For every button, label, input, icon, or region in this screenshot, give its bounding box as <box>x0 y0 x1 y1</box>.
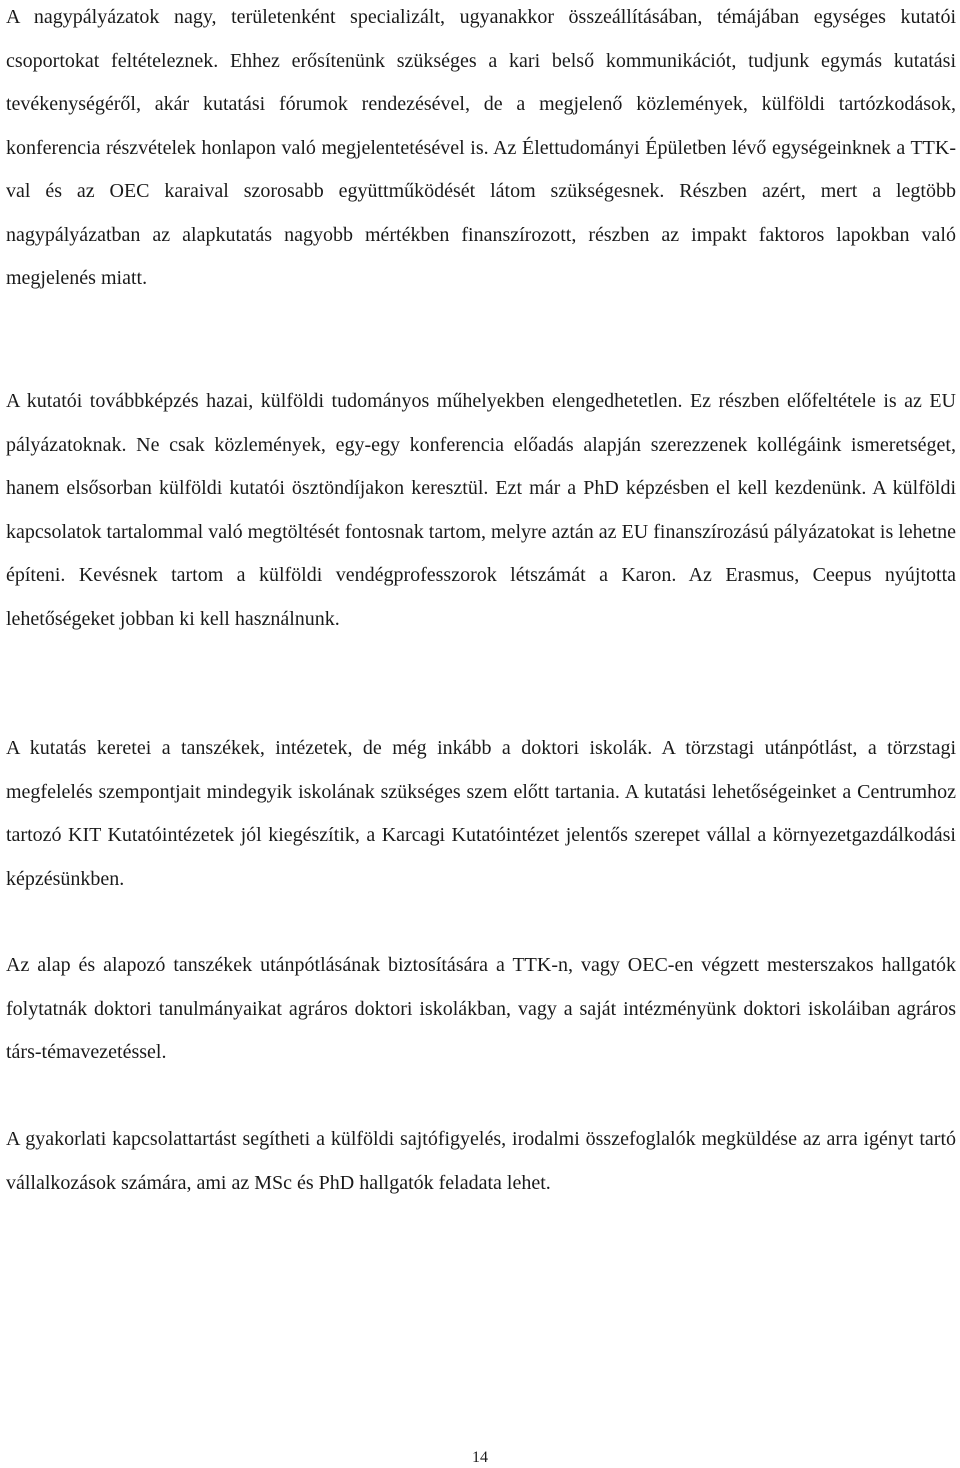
paragraph-doctoral-succession: Az alap és alapozó tanszékek utánpótlásának biztosítására a TTK-n, vagy OEC-en végzett mesterszakos hallgatók folytatnák doktori tanulmányaikat agráros doktori iskolákban, vagy a saját intézményünk doktori iskoláiban agráros társ-témavezetéssel. <box>6 954 956 1063</box>
paragraph-practical-contacts: A gyakorlati kapcsolattartást segítheti a külföldi sajtófigyelés, irodalmi összefoglalók megküldése az arra igényt tartó vállalkozások számára, ami az MSc és PhD hallgatók feladata lehet. <box>6 1128 956 1194</box>
paragraph-research-frameworks: A kutatás keretei a tanszékek, intézetek, de még inkább a doktori iskolák. A törzstagi utánpótlást, a törzstagi megfelelés szempontjait mindegyik iskolának szükséges szem előtt tartania. A kutatási lehetőségeinket a Centrumhoz tartozó KIT Kutatóintézetek jól kiegészítik, a Karcagi Kutatóintézet jelentős szerepet vállal a környezetgazdálkodási képzésünkben. <box>6 737 956 890</box>
paragraph-research-groups: A nagypályázatok nagy, területenként specializált, ugyanakkor összeállításában, témájában egységes kutatói csoportokat feltételeznek. Ehhez erősítenünk szükséges a kari belső kommunikációt, tudjunk egymás kutatási tevékenységéről, akár kutatási fórumok rendezésével, de a megjelenő közlemények, külföldi tartózkodások, konferencia részvételek honlapon való megjelentetésével is. Az Élettudományi Épületben lévő egységeinknek a TTK-val és az OEC karaival szorosabb együttműködését látom szükségesnek. Részben azért, mert a legtöbb nagypályázatban az alapkutatás nagyobb mértékben finanszírozott, részben az impakt faktoros lapokban való megjelenés miatt. <box>6 6 956 289</box>
page-number: 14 <box>472 1449 488 1466</box>
paragraph-researcher-training: A kutatói továbbképzés hazai, külföldi tudományos műhelyekben elengedhetetlen. Ez részben előfeltétele is az EU pályázatoknak. Ne csak közlemények, egy-egy konferencia előadás alapján szerezzenek kollégáink ismeretséget, hanem elsősorban külföldi kutatói ösztöndíjakon keresztül. Ezt már a PhD képzésben el kell kezdenünk. A külföldi kapcsolatok tartalommal való megtöltését fontosnak tartom, melyre aztán az EU finanszírozású pályázatokat is lehetne építeni. Kevésnek tartom a külföldi vendégprofesszorok létszámát a Karon. Az Erasmus, Ceepus nyújtotta lehetőségeket jobban ki kell használnunk. <box>6 390 956 630</box>
